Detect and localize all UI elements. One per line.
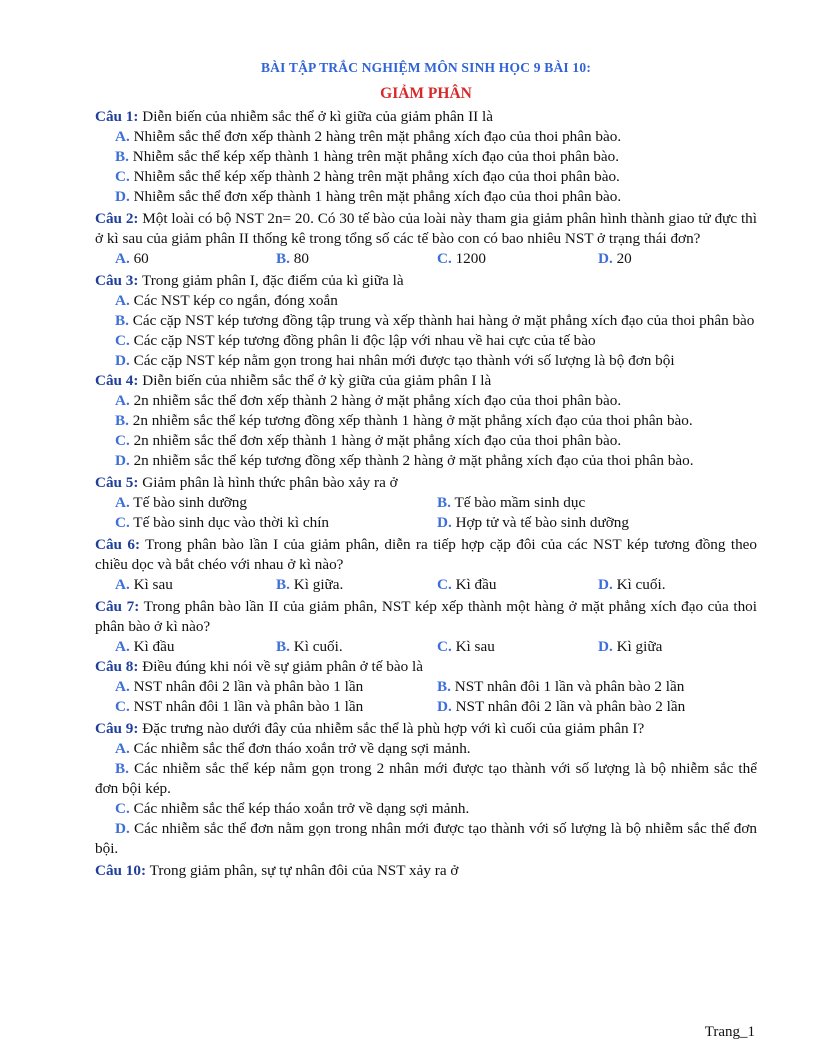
option-b: B. Tế bào mầm sinh dục [437, 494, 586, 511]
question-text: Trong phân bào lần II của giảm phân, NST kép xếp thành một hàng ở mặt phẳng xích đạo của thoi phân bào ở kì nào? [95, 598, 757, 635]
question-9 [95, 719, 757, 859]
option-c: C. Tế bào sinh dục vào thời kì chín [115, 514, 330, 531]
question-5 [95, 473, 757, 533]
option-a: A. Các nhiễm sắc thể đơn tháo xoắn trở về dạng sợi mảnh. [115, 740, 471, 757]
option-c: C. 2n nhiễm sắc thể đơn xếp thành 1 hàng ở mặt phẳng xích đạo của thoi phân bào. [115, 432, 622, 449]
options-row [95, 637, 757, 657]
question-6 [95, 535, 757, 595]
option-d: D. 2n nhiễm sắc thể kép tương đồng xếp thành 2 hàng ở mặt phẳng xích đạo của thoi phân bào. [115, 452, 694, 469]
option-b: B. Các cặp NST kép tương đồng tập trung và xếp thành hai hàng ở mặt phẳng xích đạo của thoi phân bào [115, 312, 755, 329]
question-label: Câu 7: [95, 598, 140, 615]
options-row [95, 575, 757, 595]
question-text: Trong giảm phân I, đặc điểm của kì giữa là [138, 272, 404, 289]
question-8 [95, 657, 757, 717]
question-2 [95, 209, 757, 269]
question-label: Câu 9: [95, 720, 139, 737]
option-a: A. 2n nhiễm sắc thể đơn xếp thành 2 hàng ở mặt phẳng xích đạo của thoi phân bào. [115, 392, 622, 409]
question-label: Câu 3: [95, 272, 139, 289]
document-page [95, 58, 757, 881]
question-label: Câu 6: [95, 536, 141, 553]
option-d: D. Kì giữa [598, 638, 663, 655]
option-a: A. Kì sau [115, 576, 173, 593]
option-c: C. Các nhiễm sắc thể kép tháo xoắn trở về dạng sợi mảnh. [115, 800, 470, 817]
question-label: Câu 8: [95, 658, 139, 675]
options-row [95, 677, 757, 697]
question-4 [95, 371, 757, 471]
question-3 [95, 271, 757, 371]
options-row [95, 513, 757, 533]
option-d: D. Các nhiễm sắc thể đơn nằm gọn trong nhân mới được tạo thành với số lượng là bộ nhiễm sắc thể đơn bội. [95, 820, 757, 857]
question-label: Câu 5: [95, 474, 139, 491]
option-d: D. 20 [598, 250, 632, 267]
question-text: Trong giảm phân, sự tự nhân đôi của NST xảy ra ở [146, 862, 459, 879]
options-row [95, 493, 757, 513]
question-7 [95, 597, 757, 657]
option-b: B. NST nhân đôi 1 lần và phân bào 2 lần [437, 678, 685, 695]
option-d: D. Nhiễm sắc thể đơn xếp thành 1 hàng trên mặt phẳng xích đạo của thoi phân bào. [115, 188, 622, 205]
option-b: B. Nhiễm sắc thể kép xếp thành 1 hàng trên mặt phẳng xích đạo của thoi phân bào. [115, 148, 620, 165]
option-c: C. Kì sau [437, 638, 495, 655]
question-text: Diễn biến của nhiễm sắc thể ở kì giữa của giảm phân II là [138, 108, 493, 125]
option-d: D. NST nhân đôi 2 lần và phân bào 2 lần [437, 698, 686, 715]
option-b: B. Kì giữa. [276, 576, 344, 593]
option-a: A. Các NST kép co ngắn, đóng xoắn [115, 292, 338, 309]
option-c: C. 1200 [437, 250, 486, 267]
question-text: Giảm phân là hình thức phân bào xảy ra ở [138, 474, 398, 491]
option-c: C. Nhiễm sắc thể kép xếp thành 2 hàng trên mặt phẳng xích đạo của thoi phân bào. [115, 168, 620, 185]
option-d: D. Các cặp NST kép nằm gọn trong hai nhân mới được tạo thành với số lượng là bộ đơn bội [115, 352, 675, 369]
option-a: A. Nhiễm sắc thể đơn xếp thành 2 hàng trên mặt phẳng xích đạo của thoi phân bào. [115, 128, 622, 145]
option-d: D. Hợp tử và tế bào sinh dưỡng [437, 514, 629, 531]
question-label: Câu 10: [95, 862, 147, 879]
question-label: Câu 2: [95, 210, 139, 227]
option-a: A. NST nhân đôi 2 lần và phân bào 1 lần [115, 678, 364, 695]
option-b: B. Các nhiễm sắc thể kép nằm gọn trong 2 nhân mới được tạo thành với số lượng là bộ nhiễm sắc thể đơn bội kép. [95, 760, 757, 797]
page-number: Trang_1 [704, 1024, 755, 1040]
question-1 [95, 107, 757, 207]
question-text: Điều đúng khi nói về sự giảm phân ở tế bào là [138, 658, 423, 675]
option-a: A. 60 [115, 250, 149, 267]
options-row [95, 697, 757, 717]
document-subtitle: GIẢM PHÂN [380, 85, 472, 102]
option-d: D. Kì cuối. [598, 576, 666, 593]
question-10 [95, 861, 757, 881]
option-c: C. Kì đầu [437, 576, 497, 593]
document-title: BÀI TẬP TRẮC NGHIỆM MÔN SINH HỌC 9 BÀI 10: [260, 60, 592, 75]
option-b: B. 80 [276, 250, 309, 267]
options-row [95, 249, 757, 269]
question-text: Đặc trưng nào dưới đây của nhiễm sắc thể là phù hợp với kì cuối của giảm phân I? [138, 720, 645, 737]
question-text: Một loài có bộ NST 2n= 20. Có 30 tế bào của loài này tham gia giảm phân hình thành giao tử đực thì ở kì sau của giảm phân II thống kê trong tổng số các tế bào con có bao nhiêu NST ở trạng thái đơn? [95, 210, 757, 247]
option-a: A. Tế bào sinh dưỡng [115, 494, 247, 511]
option-b: B. 2n nhiễm sắc thể kép tương đồng xếp thành 1 hàng ở mặt phẳng xích đạo của thoi phân bào. [115, 412, 693, 429]
option-b: B. Kì cuối. [276, 638, 343, 655]
option-a: A. Kì đầu [115, 638, 175, 655]
question-text: Trong phân bào lần I của giảm phân, diễn ra tiếp hợp cặp đôi của các NST kép tương đồng theo chiều dọc và bắt chéo với nhau ở kì nào? [95, 536, 757, 573]
option-c: C. Các cặp NST kép tương đồng phân li độc lập với nhau về hai cực của tế bào [115, 332, 596, 349]
question-label: Câu 4: [95, 372, 139, 389]
question-text: Diễn biến của nhiễm sắc thể ở kỳ giữa của giảm phân I là [138, 372, 492, 389]
option-c: C. NST nhân đôi 1 lần và phân bào 1 lần [115, 698, 364, 715]
question-label: Câu 1: [95, 108, 139, 125]
